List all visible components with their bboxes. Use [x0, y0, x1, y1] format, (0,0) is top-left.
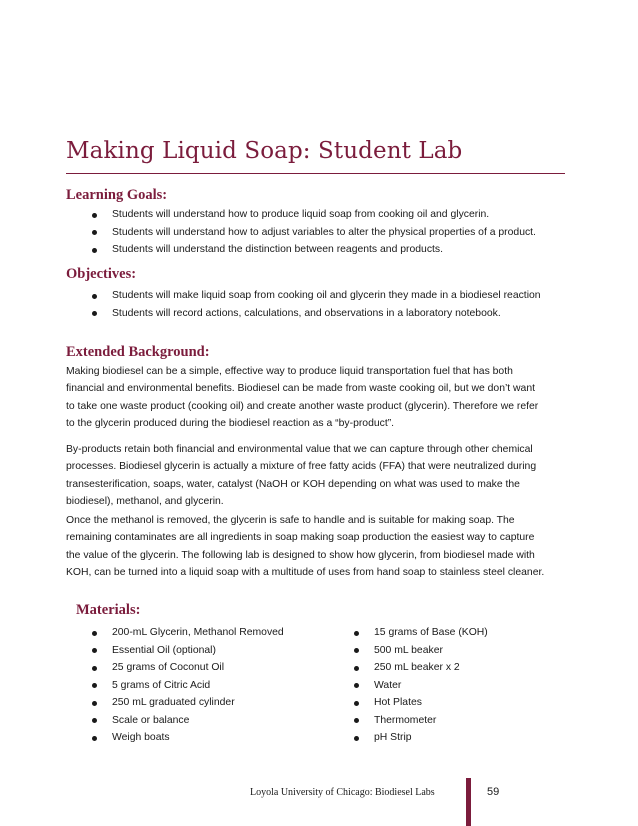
- list-item: 25 grams of Coconut Oil: [90, 659, 284, 677]
- materials-list-left: [90, 624, 284, 747]
- bullet-icon: [92, 683, 97, 688]
- learning-goals-heading: Learning Goals:: [66, 187, 168, 203]
- list-item: 250 mL beaker x 2: [352, 659, 488, 677]
- list-item: Students will understand the distinction between reagents and products.: [90, 241, 536, 259]
- bullet-icon: [354, 683, 359, 688]
- list-item: Essential Oil (optional): [90, 642, 284, 660]
- list-item: 200-mL Glycerin, Methanol Removed: [90, 624, 284, 642]
- list-item: 500 mL beaker: [352, 642, 488, 660]
- bullet-icon: [354, 666, 359, 671]
- materials-list-right: [352, 624, 488, 747]
- bullet-icon: [354, 736, 359, 741]
- list-item: Students will understand how to adjust variables to alter the physical properties of a product.: [90, 224, 536, 242]
- bullet-icon: [92, 648, 97, 653]
- bullet-icon: [354, 631, 359, 636]
- bullet-icon: [92, 213, 97, 218]
- title-divider: [66, 173, 565, 174]
- list-item: Scale or balance: [90, 712, 284, 730]
- footer-accent-bar: [466, 778, 471, 826]
- list-item: 15 grams of Base (KOH): [352, 624, 488, 642]
- background-paragraph-2: By-products retain both financial and environmental value that we can capture through other chemical processes. Biodiesel glycerin is actually a mixture of free fatty acids (FFA) that were neutralized during transesterification, soaps, water, catalyst (NaOH or KOH depending on what was used to make the biodiesel), methanol, and glycerin.: [66, 444, 537, 507]
- objectives-heading: Objectives:: [66, 266, 137, 282]
- bullet-icon: [92, 294, 97, 299]
- background-paragraph-1: Making biodiesel can be a simple, effective way to produce liquid transportation fuel that has both financial and environmental benefits. Biodiesel can be made from waste cooking oil, but we don’t want to take one waste product (cooking oil) and create another waste product (glycerin). Therefore we refer to the glycerin produced during the biodiesel reaction as a “by-product”.: [66, 366, 539, 429]
- page-number: 59: [487, 786, 500, 798]
- bullet-icon: [92, 736, 97, 741]
- objectives-list: [90, 287, 541, 322]
- list-item: pH Strip: [352, 729, 488, 747]
- list-item: Students will understand how to produce liquid soap from cooking oil and glycerin.: [90, 206, 536, 224]
- page-title: Making Liquid Soap: Student Lab: [66, 138, 463, 164]
- footer-text: Loyola University of Chicago: Biodiesel Labs: [250, 787, 435, 798]
- list-item: Students will make liquid soap from cooking oil and glycerin they made in a biodiesel reaction: [90, 287, 541, 305]
- bullet-icon: [354, 701, 359, 706]
- background-heading: Extended Background:: [66, 344, 210, 360]
- learning-goals-list: [90, 206, 536, 259]
- list-item: 5 grams of Citric Acid: [90, 677, 284, 695]
- bullet-icon: [92, 311, 97, 316]
- bullet-icon: [354, 718, 359, 723]
- bullet-icon: [92, 230, 97, 235]
- list-item: Water: [352, 677, 488, 695]
- materials-heading: Materials:: [76, 602, 141, 618]
- list-item: Students will record actions, calculations, and observations in a laboratory notebook.: [90, 305, 541, 323]
- list-item: Weigh boats: [90, 729, 284, 747]
- list-item: Thermometer: [352, 712, 488, 730]
- bullet-icon: [354, 648, 359, 653]
- bullet-icon: [92, 701, 97, 706]
- list-item: Hot Plates: [352, 694, 488, 712]
- bullet-icon: [92, 248, 97, 253]
- bullet-icon: [92, 718, 97, 723]
- bullet-icon: [92, 631, 97, 636]
- background-paragraph-3: Once the methanol is removed, the glycerin is safe to handle and is suitable for making soap. The remaining contaminates are all ingredients in soap making soap production the easiest way to capture the value of the glycerin. The following lab is designed to show how glycerin, from biodiesel made with KOH, can be turned into a liquid soap with a multitude of uses from hand soap to stainless steel cleaner.: [66, 515, 545, 578]
- list-item: 250 mL graduated cylinder: [90, 694, 284, 712]
- bullet-icon: [92, 666, 97, 671]
